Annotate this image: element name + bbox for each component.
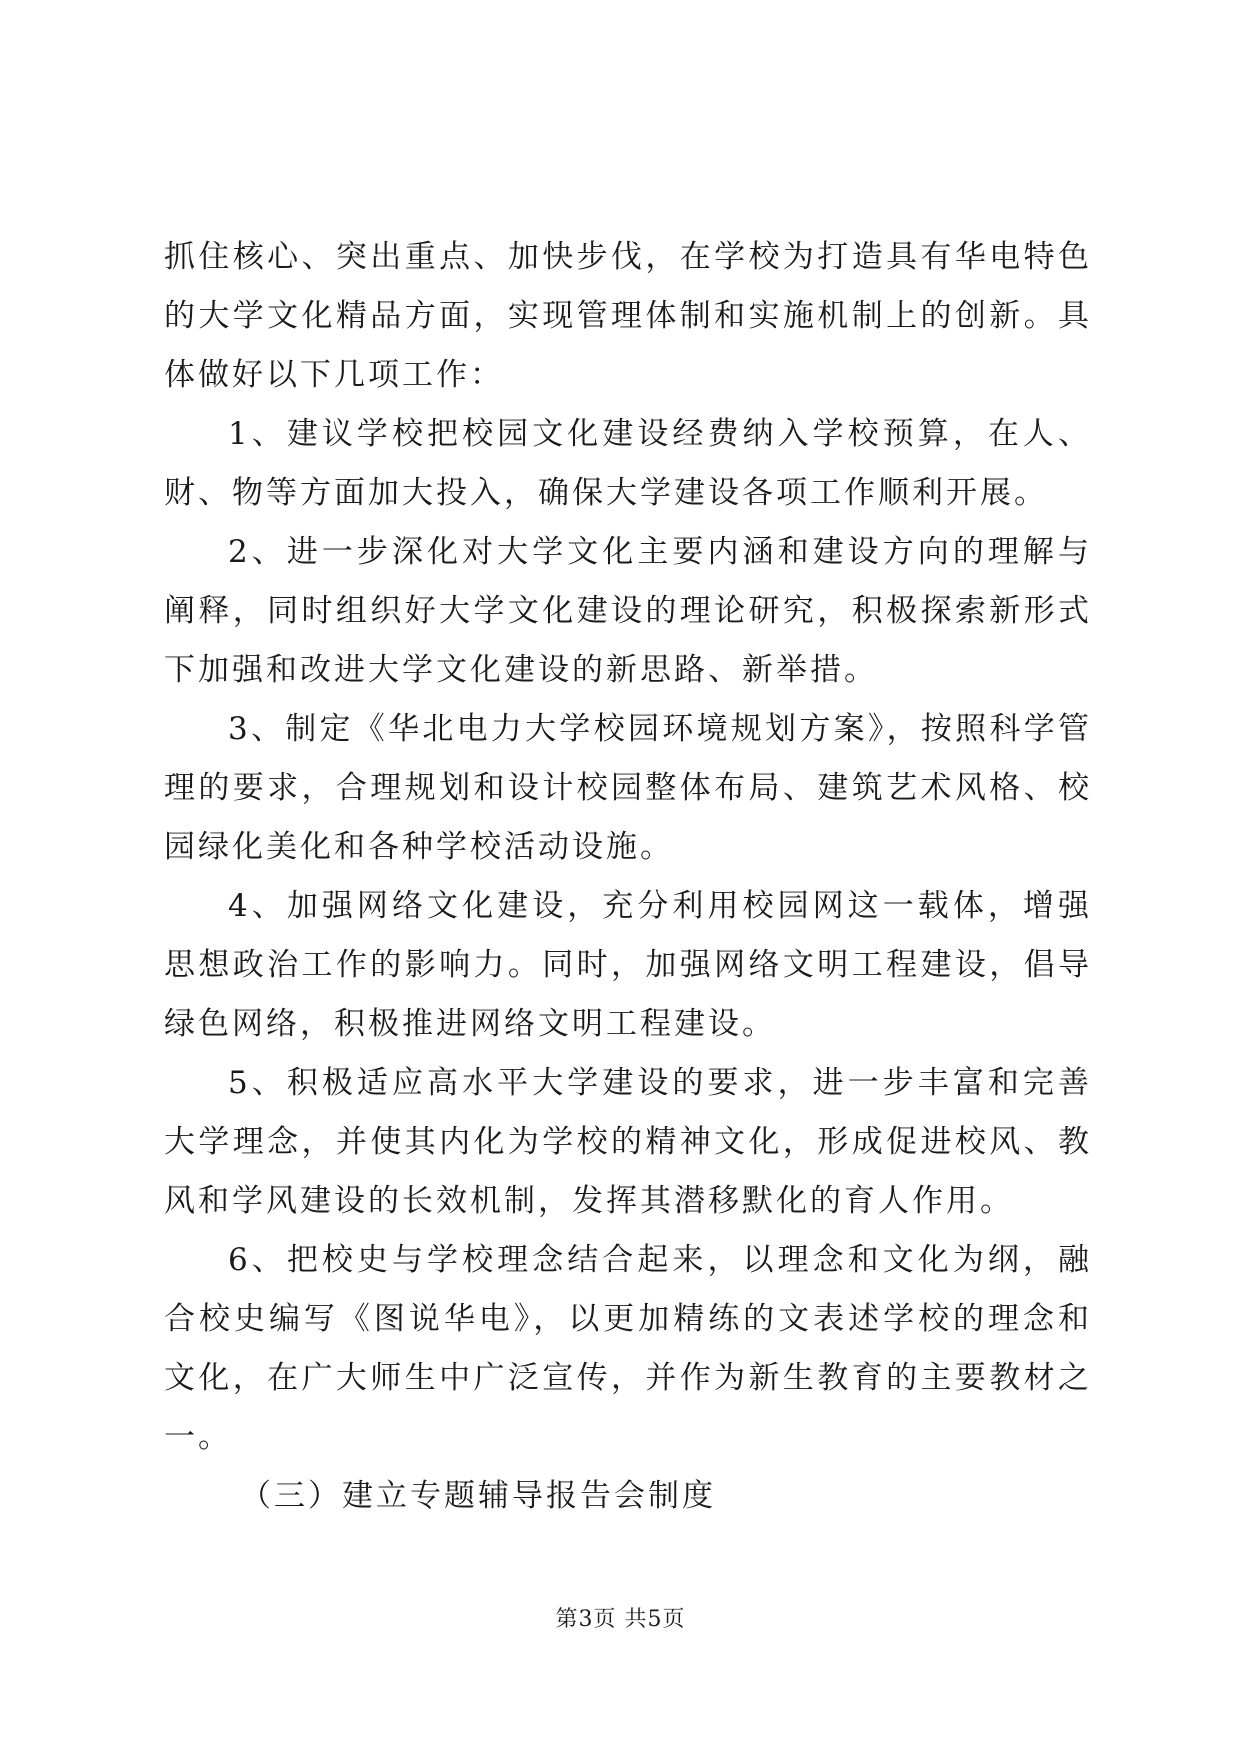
list-item: 1、建议学校把校园文化建设经费纳入学校预算，在人、财、物等方面加大投入，确保大学建设各项工作顺利开展。 xyxy=(164,416,1092,511)
page-number-footer: 第3页 共5页 xyxy=(555,1607,686,1632)
list-item: 6、把校史与学校理念结合起来，以理念和文化为纲，融合校史编写《图说华电》，以更加精练的文表述学校的理念和文化，在广大师生中广泛宣传，并作为新生教育的主要教材之一。 xyxy=(164,1242,1092,1455)
list-item: 3、制定《华北电力大学校园环境规划方案》，按照科学管理的要求，合理规划和设计校园整体布局、建筑艺术风格、校园绿化美化和各种学校活动设施。 xyxy=(164,711,1092,865)
opening-paragraph: 抓住核心、突出重点、加快步伐，在学校为打造具有华电特色的大学文化精品方面，实现管理体制和实施机制上的创新。具体做好以下几项工作： xyxy=(164,239,1092,393)
list-item: 4、加强网络文化建设，充分利用校园网这一载体，增强思想政治工作的影响力。同时，加强网络文明工程建设，倡导绿色网络，积极推进网络文明工程建设。 xyxy=(164,888,1092,1042)
document-body xyxy=(164,228,1092,1526)
section-heading: （三）建立专题辅导报告会制度 xyxy=(240,1478,716,1514)
list-item: 5、积极适应高水平大学建设的要求，进一步丰富和完善大学理念，并使其内化为学校的精神文化，形成促进校风、教风和学风建设的长效机制，发挥其潜移默化的育人作用。 xyxy=(164,1065,1092,1219)
list-item: 2、进一步深化对大学文化主要内涵和建设方向的理解与阐释，同时组织好大学文化建设的理论研究，积极探索新形式下加强和改进大学文化建设的新思路、新举措。 xyxy=(164,534,1092,688)
